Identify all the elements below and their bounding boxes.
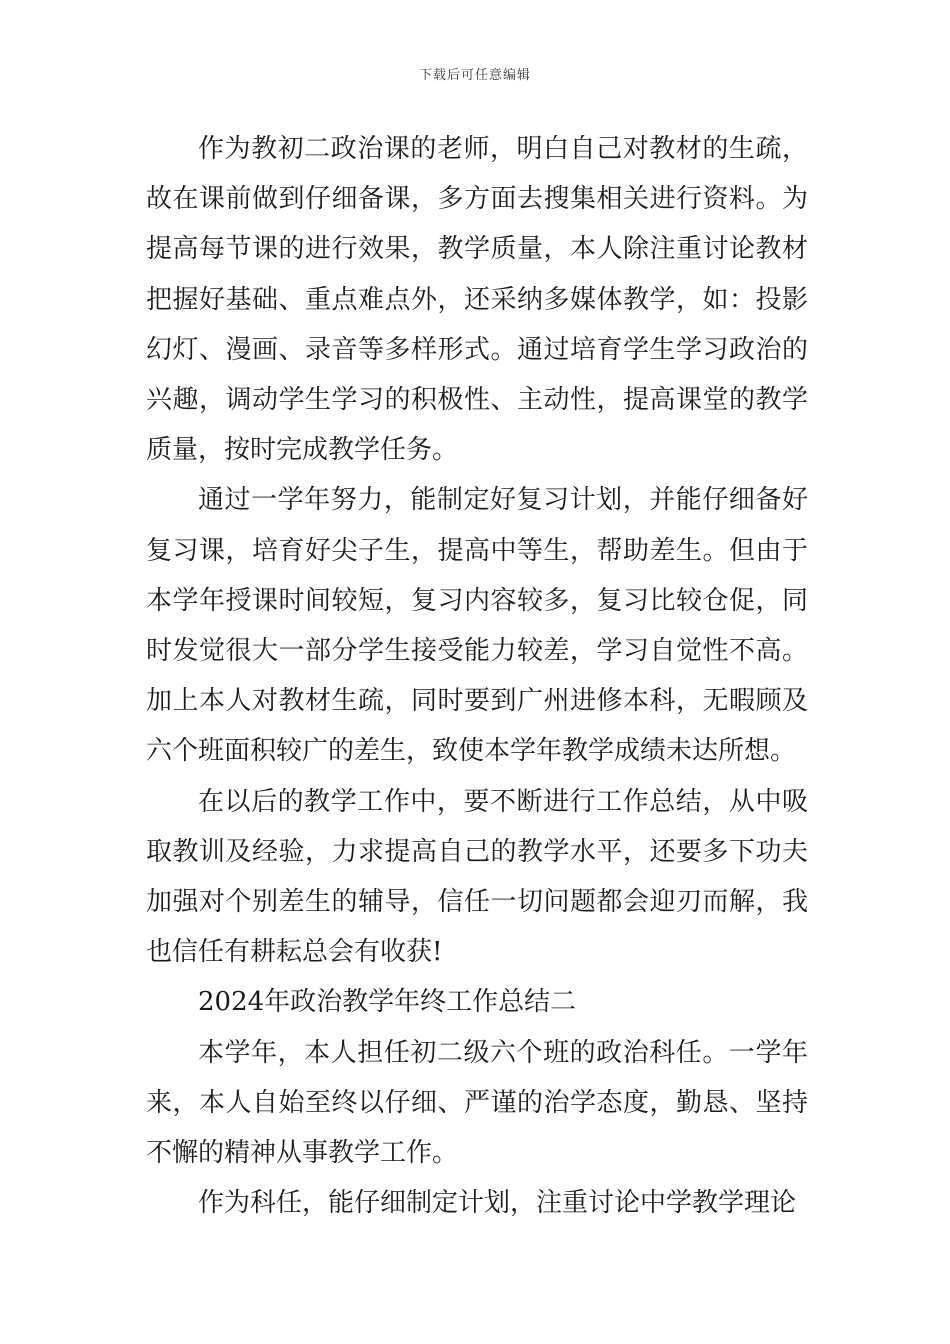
header-note: 下载后可任意编辑 (418, 68, 531, 83)
paragraph-2: 通过一学年努力，能制定好复习计划，并能仔细备好复习课，培育好尖子生，提高中等生，帮助差生。但由于本学年授课时间较短，复习内容较多，复习比较仓促，同时发觉很大一部分学生接受能力较差，学习自觉性不高。加上本人对教材生疏，同时要到广州进修本科，无暇顾及六个班面积较广的差生，致使本学年教学成绩未达所想。 (146, 485, 808, 767)
paragraph-1: 作为教初二政治课的老师，明白自己对教材的生疏，故在课前做到仔细备课，多方面去搜集相关进行资料。为提高每节课的进行效果，教学质量，本人除注重讨论教材把握好基础、重点难点外，还采纳多媒体教学，如：投影幻灯、漫画、录音等多样形式。通过培育学生学习政治的兴趣，调动学生学习的积极性、主动性，提高课堂的教学质量，按时完成教学任务。 (146, 134, 808, 466)
paragraph-5: 作为科任，能仔细制定计划，注重讨论中学教学理论 (198, 1188, 797, 1219)
document-body (146, 124, 808, 1228)
section-title: 2024年政治教学年终工作总结二 (198, 987, 577, 1018)
paragraph-3: 在以后的教学工作中，要不断进行工作总结，从中吸取教训及经验，力求提高自己的教学水平，还要多下功夫加强对个别差生的辅导，信任一切问题都会迎刃而解，我也信任有耕耘总会有收获! (146, 786, 808, 968)
paragraph-4: 本学年，本人担任初二级六个班的政治科任。一学年来，本人自始至终以仔细、严谨的治学态度，勤恳、坚持不懈的精神从事教学工作。 (146, 1037, 808, 1169)
